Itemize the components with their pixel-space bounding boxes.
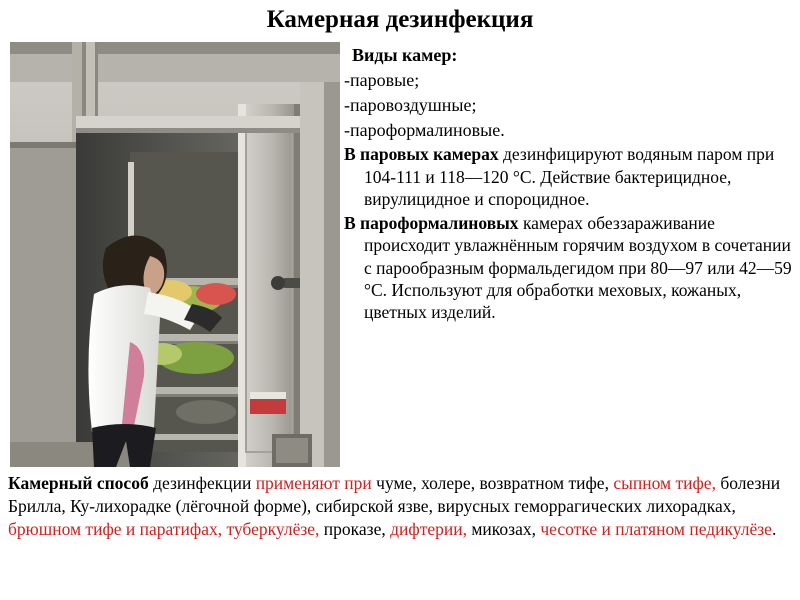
chamber-type-item-1: -паровые; [344, 69, 420, 90]
chamber-method-r3: брюшном тифе и паратифах, туберкулёзе, [8, 518, 320, 539]
disinfection-chamber-photo [10, 42, 340, 467]
chamber-method-r2: сыпном тифе, [613, 473, 716, 493]
chamber-method-t3: болезни Брилла, Ку-лихорадке (лёгочной форме), сибирской язве, вирусных геморрагических лихорадках, [8, 473, 781, 516]
formalin-chamber-bold: В пароформалиновых [344, 213, 519, 234]
page-title: Камерная дезинфекция [266, 6, 534, 33]
formalin-chamber-text: камерах обеззараживание происходит увлажнённым горячим воздухом в сочетании с парообразным формальдегидом при 80—97 или 42—59 °С. Используют для обработки меховых, кожаных, цветных изделий. [364, 213, 792, 322]
chamber-type-item-2: -паровоздушные; [344, 94, 477, 115]
chamber-method-t5: микозах, [466, 518, 541, 539]
chamber-method-bold: Камерный способ [8, 473, 149, 493]
chamber-method-r4: дифтерии, [390, 518, 467, 539]
chamber-types-heading: Виды камер: [352, 45, 458, 65]
right-text-column [336, 44, 794, 323]
chamber-method-t1: дезинфекции [148, 473, 256, 493]
steam-chamber-text: дезинфицируют водяным паром при 104-111 и 118—120 °С. Действие бактерицидное, вирулицидное и спороцидное. [364, 144, 775, 209]
chamber-type-item-3: -пароформалиновые. [344, 119, 505, 140]
chamber-method-t4: проказе, [319, 518, 391, 539]
steam-chamber-bold: В паровых камерах [344, 144, 499, 165]
chamber-method-t2: чуме, холере, возвратном тифе, [371, 473, 614, 493]
chamber-method-r5: чесотке и платяном педикулёзе [540, 518, 772, 539]
chamber-method-t6: . [771, 518, 777, 539]
formalin-chamber-paragraph [344, 212, 794, 323]
chamber-method-paragraph [8, 472, 792, 540]
photo-illustration [10, 42, 340, 467]
steam-chamber-paragraph [344, 143, 794, 210]
chamber-method-r1: применяют при [255, 473, 372, 493]
